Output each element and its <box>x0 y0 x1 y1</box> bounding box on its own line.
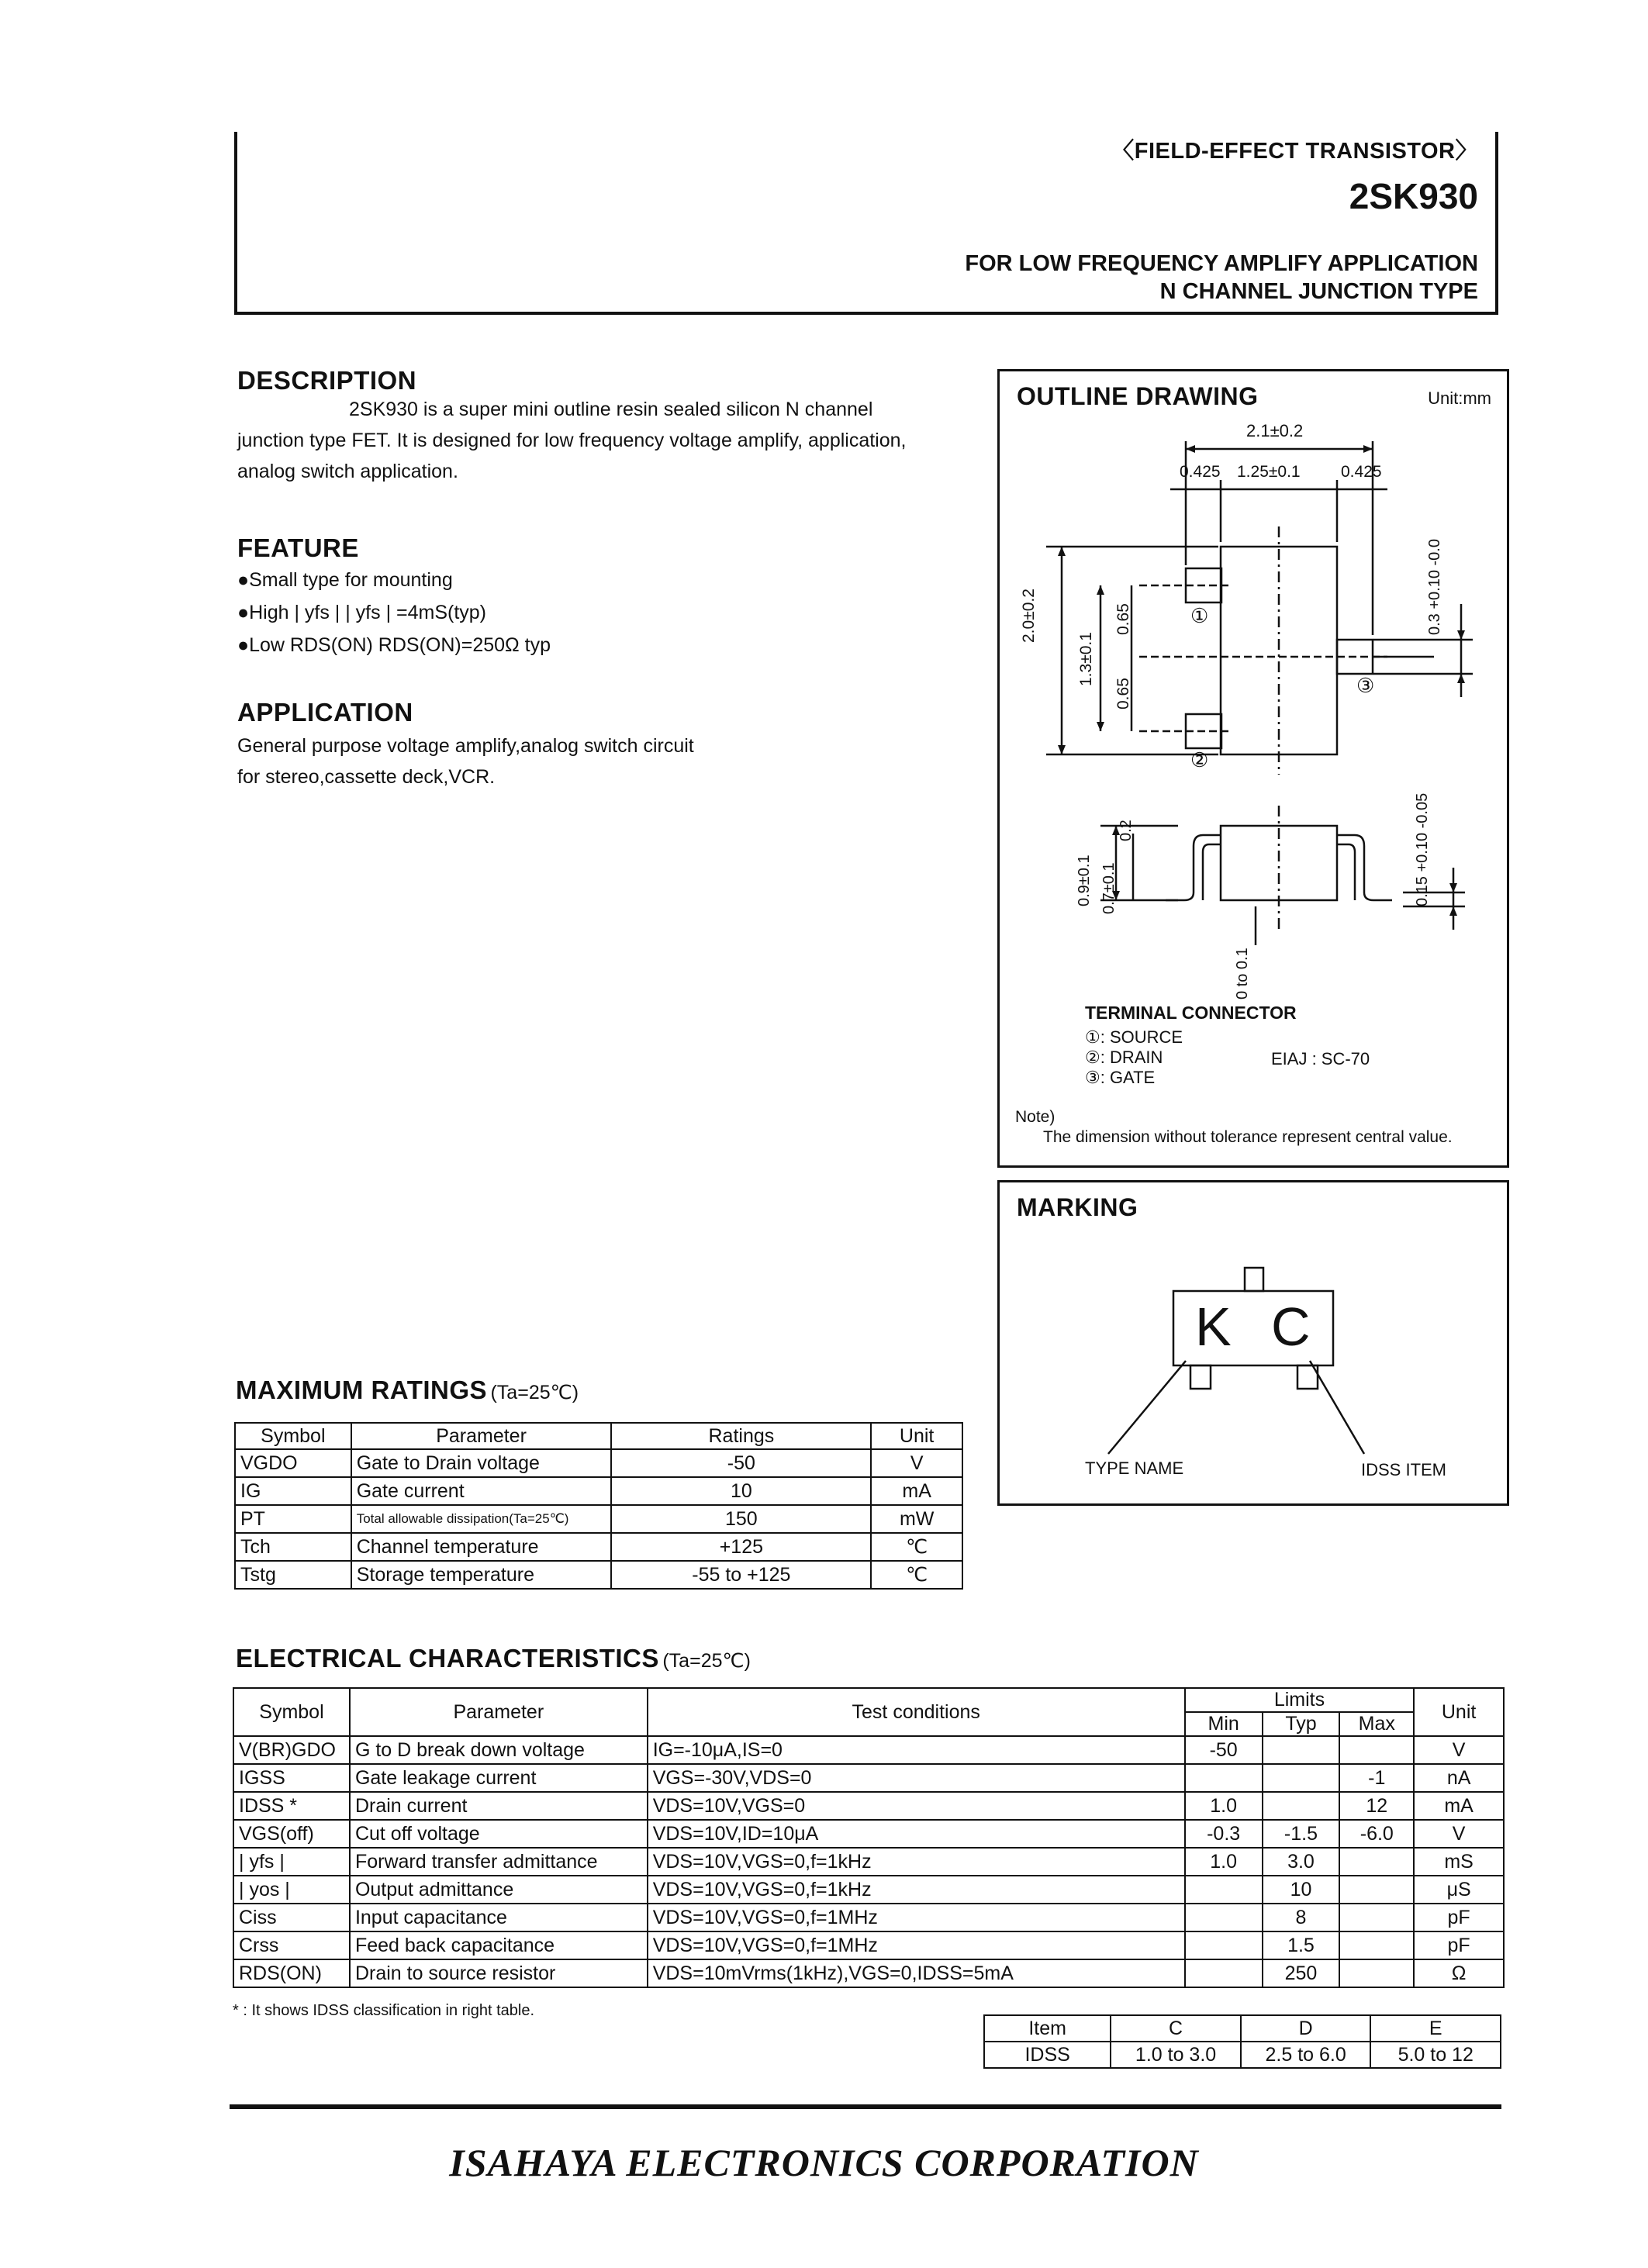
cell-typ: 3.0 <box>1263 1848 1340 1876</box>
cell-max <box>1339 1959 1414 1987</box>
cell-symbol: | yos | <box>233 1876 350 1904</box>
col-header: Ratings <box>611 1423 871 1449</box>
cell-symbol: VGS(off) <box>233 1820 350 1848</box>
cell-class: D <box>1241 2015 1371 2042</box>
col-header: Parameter <box>351 1423 612 1449</box>
cell-parameter: Gate current <box>351 1477 612 1505</box>
table-row <box>233 1848 1504 1876</box>
cell-max: -6.0 <box>1339 1820 1414 1848</box>
cell-unit: pF <box>1414 1904 1504 1931</box>
cell-parameter: Total allowable dissipation(Ta=25℃) <box>351 1505 612 1533</box>
max-ratings-table <box>234 1422 963 1590</box>
cell-symbol: Ciss <box>233 1904 350 1931</box>
cell-parameter: Forward transfer admittance <box>350 1848 648 1876</box>
dim-thickness: 0.9±0.1 <box>1076 854 1093 906</box>
cell-typ: 1.5 <box>1263 1931 1340 1959</box>
cell-min <box>1185 1764 1263 1792</box>
cell-range: 1.0 to 3.0 <box>1111 2042 1241 2068</box>
table-row <box>235 1561 962 1589</box>
table-row <box>233 1736 1504 1764</box>
dim-standoff: 0 to 0.1 <box>1234 948 1251 999</box>
pin-1-label: ① <box>1190 604 1209 627</box>
cell-unit: nA <box>1414 1764 1504 1792</box>
label-type-name: TYPE NAME <box>1085 1458 1184 1478</box>
cell-max <box>1339 1876 1414 1904</box>
marking-letter-type: K <box>1195 1296 1232 1357</box>
cell-typ <box>1263 1792 1340 1820</box>
electrical-footnote: * : It shows IDSS classification in right table. <box>233 2002 535 2019</box>
cell-min: 1.0 <box>1185 1848 1263 1876</box>
cell-unit: V <box>1414 1820 1504 1848</box>
part-number: 2SK930 <box>1349 176 1478 216</box>
table-row <box>233 1792 1504 1820</box>
col-header-max: Max <box>1339 1712 1414 1736</box>
cell-typ: 8 <box>1263 1904 1340 1931</box>
table-row <box>233 1959 1504 1987</box>
cell-min <box>1185 1931 1263 1959</box>
cell-unit: mS <box>1414 1848 1504 1876</box>
application-title: APPLICATION <box>237 698 413 727</box>
dim-top-offset: 0.2 <box>1118 820 1135 841</box>
terminal-drain: ②: DRAIN <box>1085 1048 1163 1067</box>
col-header-test-conditions: Test conditions <box>648 1688 1185 1736</box>
idss-classification-table <box>983 2014 1501 2069</box>
cell-unit: μS <box>1414 1876 1504 1904</box>
cell-class: C <box>1111 2015 1241 2042</box>
cell-typ: -1.5 <box>1263 1820 1340 1848</box>
company-name: ISAHAYA ELECTRONICS CORPORATION <box>449 2141 1199 2184</box>
cell-test: VGS=-30V,VDS=0 <box>648 1764 1185 1792</box>
cell-unit: Ω <box>1414 1959 1504 1987</box>
label-idss-item: IDSS ITEM <box>1361 1460 1447 1479</box>
cell-symbol: V(BR)GDO <box>233 1736 350 1764</box>
table-row <box>984 2042 1501 2068</box>
cell-max <box>1339 1904 1414 1931</box>
electrical-title: ELECTRICAL CHARACTERISTICS <box>236 1644 659 1673</box>
cell-min <box>1185 1876 1263 1904</box>
cell-parameter: Gate leakage current <box>350 1764 648 1792</box>
cell-symbol: RDS(ON) <box>233 1959 350 1987</box>
feature-item: ●Small type for mounting <box>237 569 453 591</box>
dim-lead-right: 0.425 <box>1341 463 1382 481</box>
description-title: DESCRIPTION <box>237 366 417 395</box>
cell-max <box>1339 1931 1414 1959</box>
cell-test: VDS=10V,VGS=0 <box>648 1792 1185 1820</box>
cell-max <box>1339 1736 1414 1764</box>
cell-range: 5.0 to 12 <box>1370 2042 1501 2068</box>
cell-max <box>1339 1848 1414 1876</box>
description-line-3: analog switch application. <box>237 461 458 482</box>
cell-unit: ℃ <box>871 1561 962 1589</box>
feature-item: ●High | yfs | | yfs | =4mS(typ) <box>237 602 487 623</box>
col-header-unit: Unit <box>1414 1688 1504 1736</box>
marking-title: MARKING <box>1017 1193 1138 1221</box>
cell-max: -1 <box>1339 1764 1414 1792</box>
cell-test: VDS=10V,ID=10μA <box>648 1820 1185 1848</box>
terminal-source: ①: SOURCE <box>1085 1027 1183 1047</box>
cell-unit: mA <box>1414 1792 1504 1820</box>
cell-parameter: Gate to Drain voltage <box>351 1449 612 1477</box>
note-text: The dimension without tolerance represent central value. <box>1043 1128 1453 1146</box>
col-header-symbol: Symbol <box>233 1688 350 1736</box>
cell-symbol: | yfs | <box>233 1848 350 1876</box>
cell-typ <box>1263 1764 1340 1792</box>
feature-item: ●Low RDS(ON) RDS(ON)=250Ω typ <box>237 634 551 656</box>
marking-box <box>997 1180 1509 1506</box>
dim-half-pitch-bottom: 0.65 <box>1114 678 1132 709</box>
cell-min <box>1185 1959 1263 1987</box>
cell-unit: mA <box>871 1477 962 1505</box>
cell-item-label: Item <box>984 2015 1111 2042</box>
cell-range: 2.5 to 6.0 <box>1241 2042 1371 2068</box>
cell-typ <box>1263 1736 1340 1764</box>
cell-rating: -50 <box>611 1449 871 1477</box>
description-line-2: junction type FET. It is designed for low frequency voltage amplify, application, <box>237 430 907 451</box>
application-line-1: General purpose voltage amplify,analog switch circuit <box>237 735 694 757</box>
cell-max: 12 <box>1339 1792 1414 1820</box>
outline-title: OUTLINE DRAWING <box>1017 382 1259 410</box>
cell-parameter: Channel temperature <box>351 1533 612 1561</box>
table-row <box>233 1904 1504 1931</box>
unit-label: Unit:mm <box>1428 388 1491 408</box>
cell-test: VDS=10V,VGS=0,f=1kHz <box>648 1876 1185 1904</box>
max-ratings-heading <box>236 1376 579 1405</box>
cell-test: VDS=10V,VGS=0,f=1MHz <box>648 1931 1185 1959</box>
cell-test: IG=-10μA,IS=0 <box>648 1736 1185 1764</box>
table-row <box>984 2015 1501 2042</box>
dim-width-total: 2.1±0.2 <box>1246 421 1304 440</box>
cell-rating: 150 <box>611 1505 871 1533</box>
cell-parameter: Storage temperature <box>351 1561 612 1589</box>
col-header-typ: Typ <box>1263 1712 1340 1736</box>
cell-symbol: PT <box>235 1505 351 1533</box>
cell-rating: -55 to +125 <box>611 1561 871 1589</box>
cell-rating: 10 <box>611 1477 871 1505</box>
feature-title: FEATURE <box>237 533 359 562</box>
electrical-table <box>233 1687 1505 1988</box>
package-outline-drawing <box>1000 371 1507 1165</box>
type-line: N CHANNEL JUNCTION TYPE <box>1159 279 1478 304</box>
marking-letter-idss: C <box>1271 1296 1311 1357</box>
cell-parameter: Output admittance <box>350 1876 648 1904</box>
cell-min: 1.0 <box>1185 1792 1263 1820</box>
cell-symbol: IG <box>235 1477 351 1505</box>
cell-symbol: Crss <box>233 1931 350 1959</box>
cell-min <box>1185 1904 1263 1931</box>
cell-symbol: Tch <box>235 1533 351 1561</box>
col-header-limits: Limits <box>1185 1688 1414 1712</box>
cell-symbol: VGDO <box>235 1449 351 1477</box>
dim-body-thickness: 0.7±0.1 <box>1100 862 1118 914</box>
cell-unit: mW <box>871 1505 962 1533</box>
dim-half-pitch-top: 0.65 <box>1114 603 1132 635</box>
dim-lead-thickness: 0.15 +0.10 -0.05 <box>1414 792 1431 906</box>
package-code: EIAJ : SC-70 <box>1271 1049 1370 1068</box>
cell-parameter: Input capacitance <box>350 1904 648 1931</box>
cell-parameter: Drain to source resistor <box>350 1959 648 1987</box>
table-row <box>235 1449 962 1477</box>
electrical-condition: (Ta=25℃) <box>662 1650 751 1672</box>
col-header-parameter: Parameter <box>350 1688 648 1736</box>
cell-min: -0.3 <box>1185 1820 1263 1848</box>
cell-parameter: G to D break down voltage <box>350 1736 648 1764</box>
cell-parameter: Cut off voltage <box>350 1820 648 1848</box>
table-row <box>233 1764 1504 1792</box>
cell-symbol: Tstg <box>235 1561 351 1589</box>
cell-parameter: Drain current <box>350 1792 648 1820</box>
marking-package-drawing <box>1000 1182 1507 1503</box>
cell-idss-label: IDSS <box>984 2042 1111 2068</box>
dim-height-total: 2.0±0.2 <box>1020 589 1038 643</box>
table-row <box>235 1477 962 1505</box>
dim-body: 1.25±0.1 <box>1237 463 1301 481</box>
dim-lead3-width: 0.3 +0.10 -0.0 <box>1426 539 1443 635</box>
col-header: Unit <box>871 1423 962 1449</box>
cell-min: -50 <box>1185 1736 1263 1764</box>
cell-unit: V <box>1414 1736 1504 1764</box>
header-box <box>234 132 1498 315</box>
application-line: FOR LOW FREQUENCY AMPLIFY APPLICATION <box>965 251 1478 276</box>
cell-symbol: IGSS <box>233 1764 350 1792</box>
note-title: Note) <box>1015 1108 1055 1126</box>
terminal-title: TERMINAL CONNECTOR <box>1085 1003 1297 1023</box>
cell-symbol: IDSS * <box>233 1792 350 1820</box>
dim-pitch: 1.3±0.1 <box>1077 632 1095 686</box>
table-row <box>233 1876 1504 1904</box>
electrical-heading <box>236 1644 751 1673</box>
cell-test: VDS=10V,VGS=0,f=1kHz <box>648 1848 1185 1876</box>
cell-parameter: Feed back capacitance <box>350 1931 648 1959</box>
description-line-1: 2SK930 is a super mini outline resin sealed silicon N channel <box>349 399 873 420</box>
col-header: Symbol <box>235 1423 351 1449</box>
cell-rating: +125 <box>611 1533 871 1561</box>
cell-typ: 250 <box>1263 1959 1340 1987</box>
pin-2-label: ② <box>1190 748 1209 772</box>
table-row <box>233 1931 1504 1959</box>
pin-3-label: ③ <box>1356 674 1375 697</box>
cell-unit: V <box>871 1449 962 1477</box>
cell-test: VDS=10mVrms(1kHz),VGS=0,IDSS=5mA <box>648 1959 1185 1987</box>
max-ratings-title: MAXIMUM RATINGS <box>236 1376 488 1404</box>
table-row <box>235 1505 962 1533</box>
col-header-min: Min <box>1185 1712 1263 1736</box>
device-category: 〈FIELD-EFFECT TRANSISTOR〉 <box>1111 139 1478 164</box>
dim-lead-left: 0.425 <box>1180 463 1221 481</box>
terminal-gate: ③: GATE <box>1085 1068 1156 1087</box>
cell-class: E <box>1370 2015 1501 2042</box>
cell-unit: ℃ <box>871 1533 962 1561</box>
footer-rule <box>230 2104 1501 2109</box>
cell-unit: pF <box>1414 1931 1504 1959</box>
application-line-2: for stereo,cassette deck,VCR. <box>237 766 496 788</box>
table-row <box>235 1533 962 1561</box>
outline-drawing-box <box>997 369 1509 1168</box>
max-ratings-condition: (Ta=25℃) <box>490 1382 579 1403</box>
cell-test: VDS=10V,VGS=0,f=1MHz <box>648 1904 1185 1931</box>
table-row <box>233 1820 1504 1848</box>
cell-typ: 10 <box>1263 1876 1340 1904</box>
